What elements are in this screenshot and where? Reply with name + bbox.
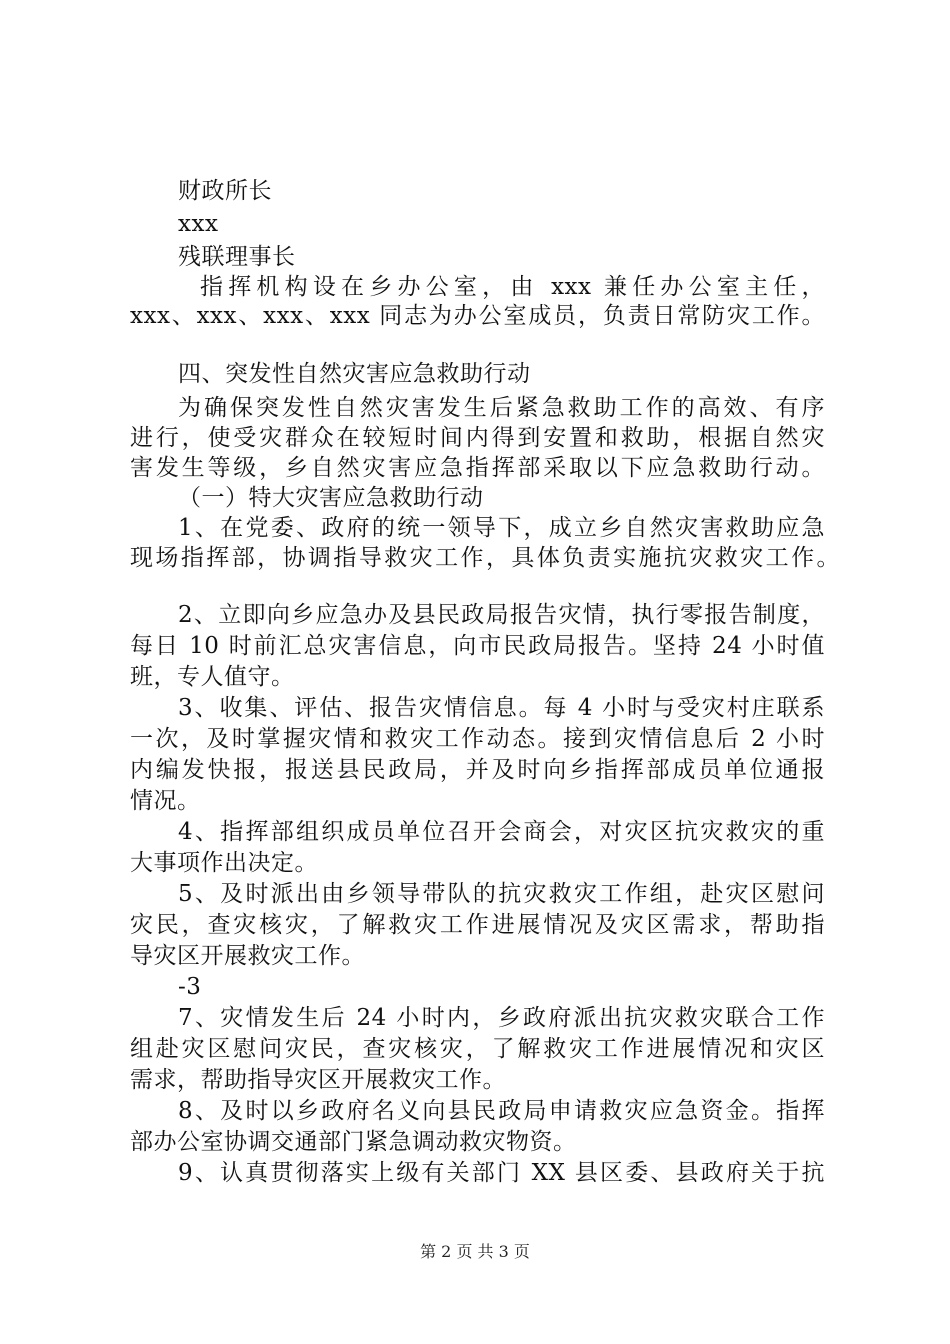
text-line: 残联理事长 (178, 244, 296, 270)
text-line: 需求，帮助指导灾区开展救灾工作。 (130, 1067, 506, 1093)
text-line: 3、收集、评估、报告灾情信息。每 4 小时与受灾村庄联系 (178, 695, 825, 721)
page-footer: 第 2 页 共 3 页 (420, 1242, 530, 1261)
text-line: 每日 10 时前汇总灾害信息，向市民政局报告。坚持 24 小时值 (130, 633, 825, 659)
text-line: 5、及时派出由乡领导带队的抗灾救灾工作组，赴灾区慰问 (178, 881, 825, 907)
text-line: 害发生等级，乡自然灾害应急指挥部采取以下应急救助行动。 (130, 455, 825, 481)
text-line: 一次，及时掌握灾情和救灾工作动态。接到灾情信息后 2 小时 (130, 726, 825, 752)
text-line: 2、立即向乡应急办及县民政局报告灾情，执行零报告制度， (178, 602, 825, 628)
text-line: 8、及时以乡政府名义向县民政局申请救灾应急资金。指挥 (178, 1098, 825, 1124)
text-line: -3 (178, 974, 202, 1000)
section-heading: 四、突发性自然灾害应急救助行动 (178, 361, 531, 387)
text-line: 进行，使受灾群众在较短时间内得到安置和救助，根据自然灾 (130, 425, 825, 451)
text-line: 指挥机构设在乡办公室，由 xxx 兼任办公室主任， (200, 274, 825, 300)
subsection-heading: （一）特大灾害应急救助行动 (178, 485, 484, 511)
text-line: xxx、xxx、xxx、xxx 同志为办公室成员，负责日常防灾工作。 (130, 303, 825, 329)
text-line: 1、在党委、政府的统一领导下，成立乡自然灾害救助应急 (178, 515, 825, 541)
text-line: 4、指挥部组织成员单位召开会商会，对灾区抗灾救灾的重 (178, 819, 825, 845)
text-line: 部办公室协调交通部门紧急调动救灾物资。 (130, 1129, 577, 1155)
text-line: 情况。 (130, 788, 201, 814)
text-line: 灾民，查灾核灾，了解救灾工作进展情况及灾区需求，帮助指 (130, 912, 825, 938)
text-line: 7、灾情发生后 24 小时内，乡政府派出抗灾救灾联合工作 (178, 1005, 825, 1031)
text-line: 财政所长 (178, 178, 272, 204)
text-line: xxx (178, 211, 219, 237)
text-line: 为确保突发性自然灾害发生后紧急救助工作的高效、有序 (178, 395, 825, 421)
text-line: 9、认真贯彻落实上级有关部门 XX 县区委、县政府关于抗 (178, 1160, 825, 1186)
text-line: 大事项作出决定。 (130, 850, 318, 876)
text-line: 导灾区开展救灾工作。 (130, 943, 365, 969)
text-line: 内编发快报，报送县民政局，并及时向乡指挥部成员单位通报 (130, 757, 825, 783)
text-line: 现场指挥部，协调指导救灾工作，具体负责实施抗灾救灾工作。 (130, 545, 840, 571)
text-line: 组赴灾区慰问灾民，查灾核灾，了解救灾工作进展情况和灾区 (130, 1036, 825, 1062)
text-line: 班，专人值守。 (130, 664, 295, 690)
